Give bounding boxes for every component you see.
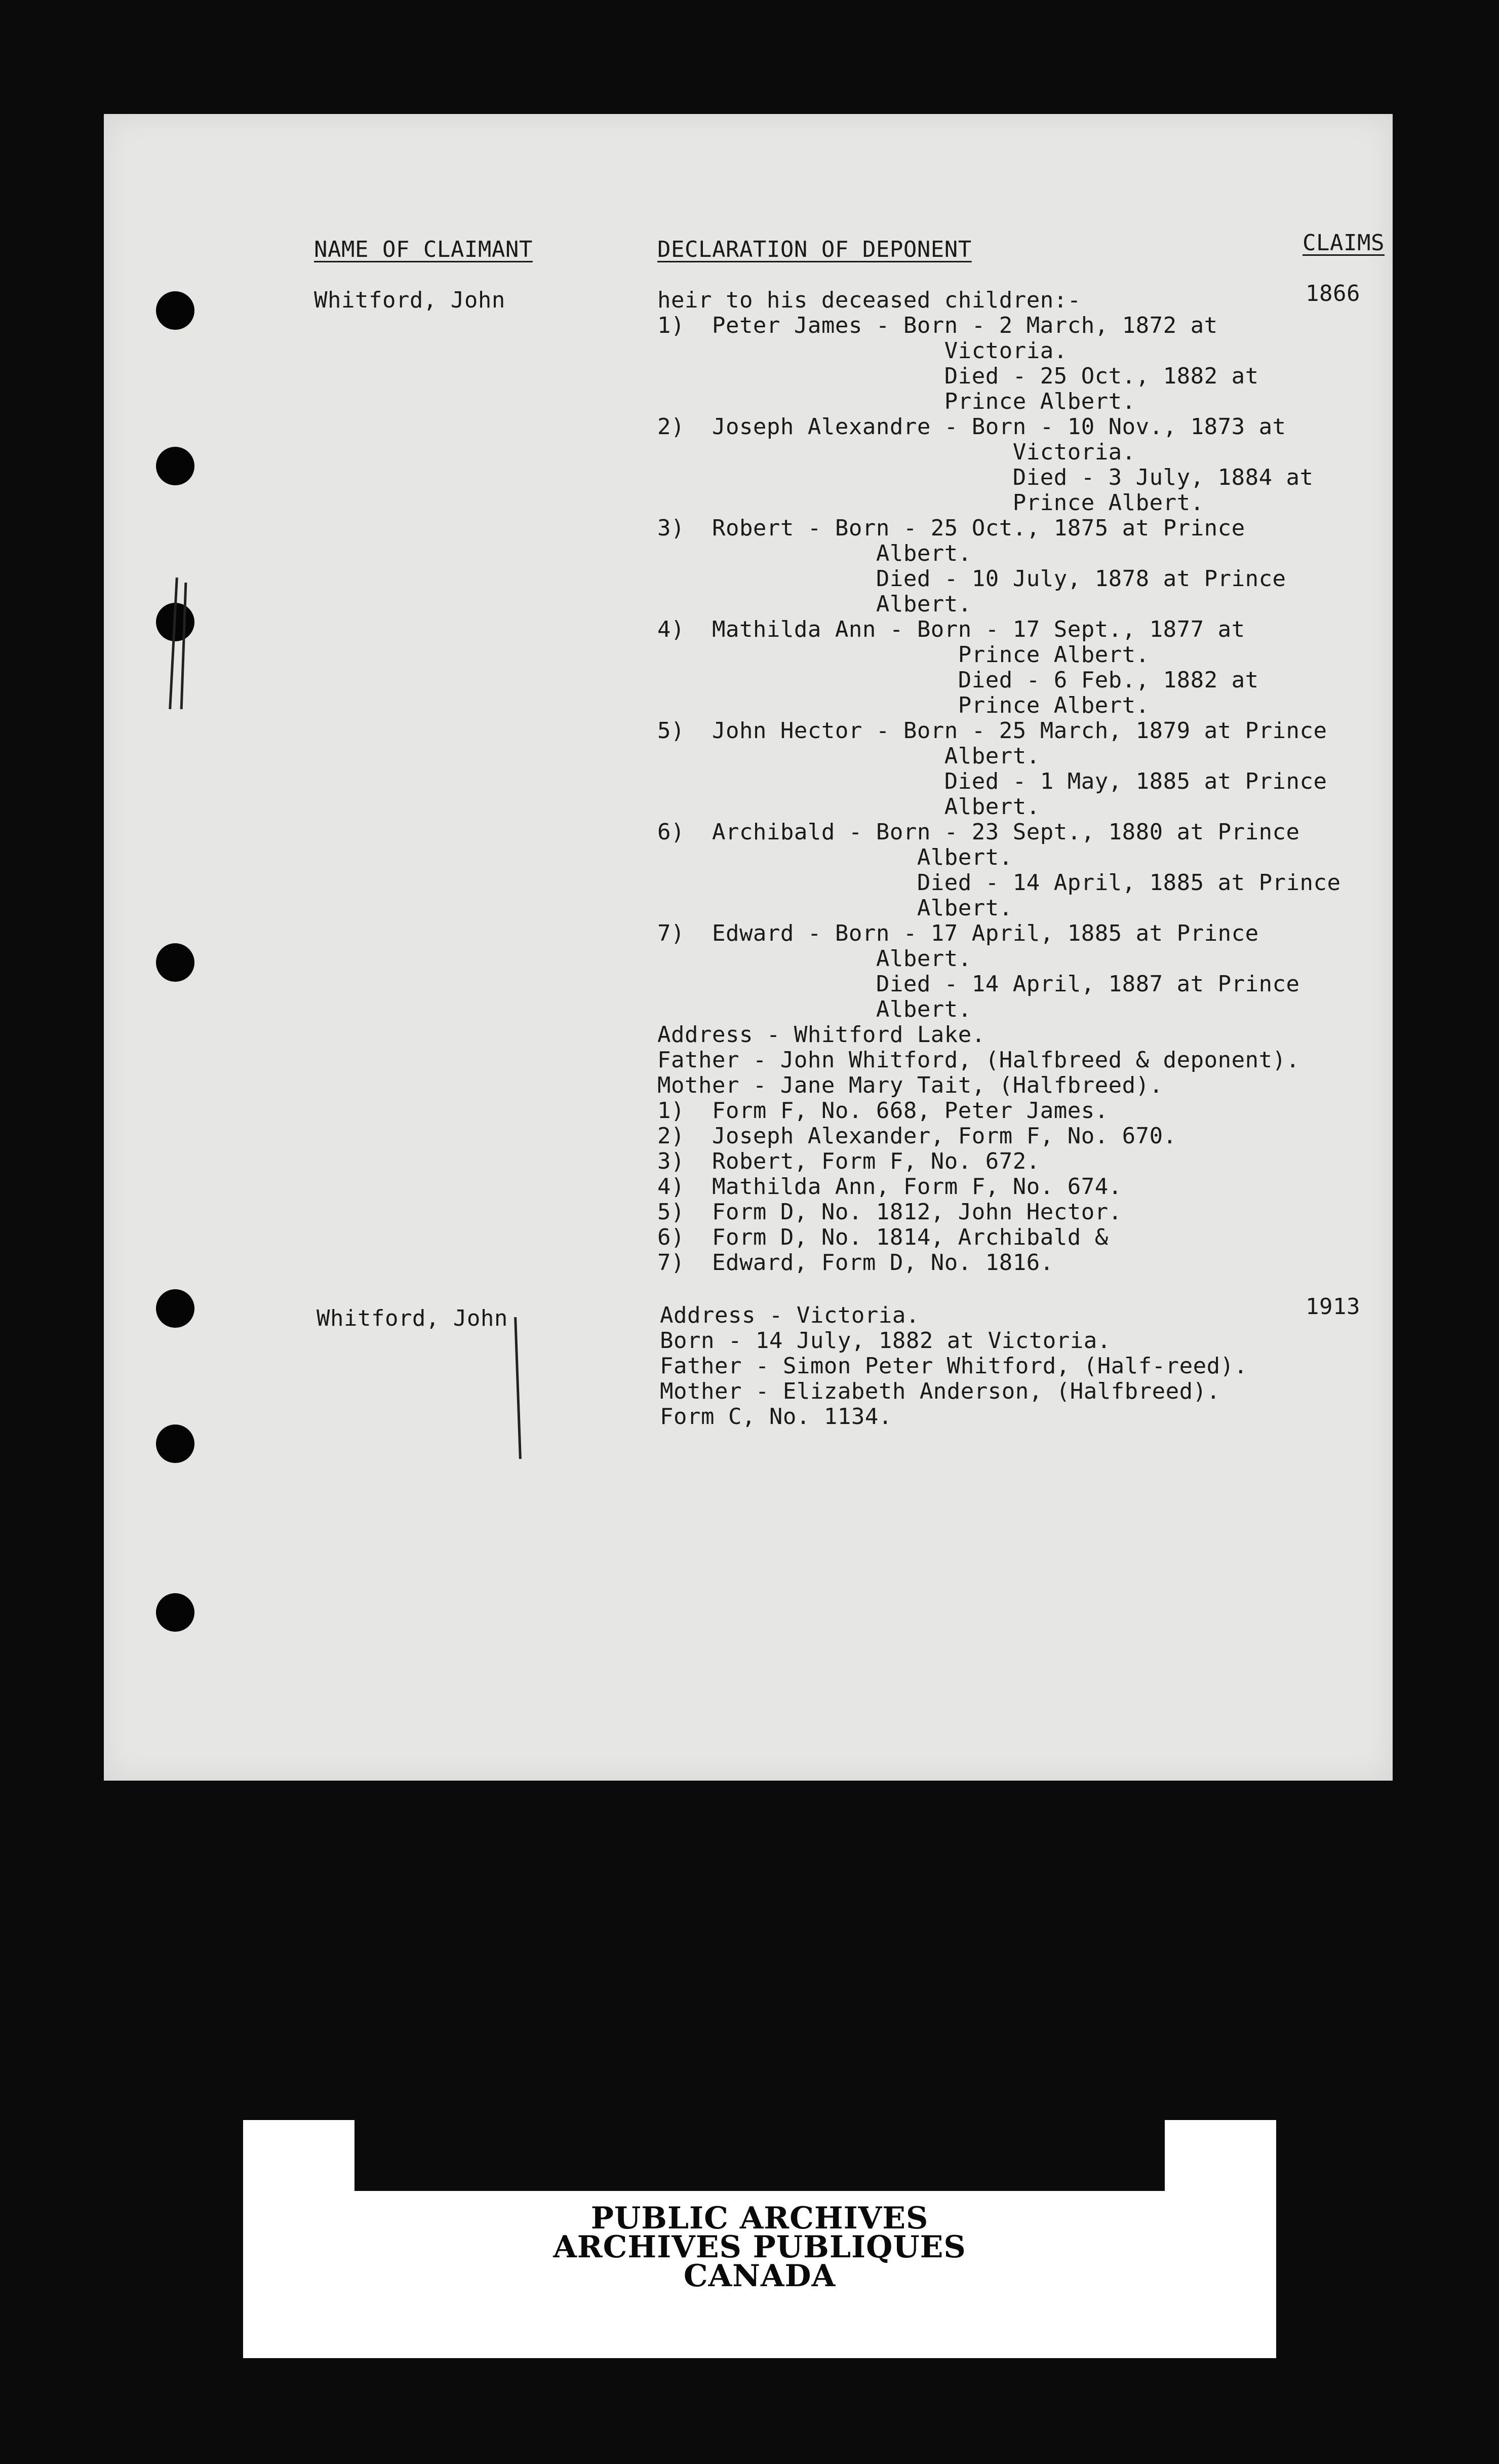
header-claims: CLAIMS xyxy=(1303,230,1385,256)
declaration-line: Victoria. xyxy=(657,338,1068,364)
declaration-line: Albert. xyxy=(657,895,1013,921)
declaration-line: Prince Albert. xyxy=(657,389,1136,414)
declaration-line: Mother - Elizabeth Anderson, (Halfbreed). xyxy=(660,1378,1220,1404)
declaration-line: 1) Form F, No. 668, Peter James. xyxy=(657,1098,1109,1124)
declaration-line: 2) Joseph Alexandre - Born - 10 Nov., 1873 at xyxy=(657,414,1286,440)
declaration-line: Died - 1 May, 1885 at Prince xyxy=(657,768,1327,794)
punch-hole xyxy=(156,1593,194,1632)
declaration-line: 7) Edward - Born - 17 April, 1885 at Prince xyxy=(657,920,1259,946)
declaration-line: Died - 10 July, 1878 at Prince xyxy=(657,566,1286,592)
declaration-line: Albert. xyxy=(657,541,972,566)
claimant-name: Whitford, John xyxy=(314,287,505,313)
declaration-line: Albert. xyxy=(657,946,972,972)
declaration-line: heir to his deceased children:- xyxy=(657,287,1081,313)
punch-hole xyxy=(156,447,194,485)
declaration-line: 1) Peter James - Born - 2 March, 1872 at xyxy=(657,313,1218,338)
declaration-line: Prince Albert. xyxy=(657,692,1150,718)
declaration-line: Father - John Whitford, (Halfbreed & deponent). xyxy=(657,1047,1300,1073)
header-name-of-claimant: NAME OF CLAIMANT xyxy=(314,237,533,262)
declaration-line: Address - Whitford Lake. xyxy=(657,1022,985,1048)
declaration-text xyxy=(657,288,1341,1276)
declaration-line: 6) Form D, No. 1814, Archibald & xyxy=(657,1224,1109,1250)
declaration-line: 4) Mathilda Ann - Born - 17 Sept., 1877 at xyxy=(657,617,1245,642)
declaration-line: Address - Victoria. xyxy=(660,1302,920,1328)
declaration-line: Born - 14 July, 1882 at Victoria. xyxy=(660,1328,1111,1354)
declaration-text xyxy=(660,1303,1248,1430)
declaration-line: Albert. xyxy=(657,794,1040,820)
declaration-line: Albert. xyxy=(657,743,1040,769)
archive-label-notch xyxy=(354,2120,1165,2191)
archive-stamp-line3: CANADA xyxy=(683,2258,836,2294)
claimant-name: Whitford, John xyxy=(317,1305,508,1331)
declaration-line: 3) Robert - Born - 25 Oct., 1875 at Prince xyxy=(657,515,1245,541)
punch-hole xyxy=(156,291,194,330)
declaration-line: Albert. xyxy=(657,844,1013,870)
declaration-line: Died - 25 Oct., 1882 at xyxy=(657,363,1259,389)
punch-hole xyxy=(156,1424,194,1463)
declaration-line: Prince Albert. xyxy=(657,642,1150,668)
declaration-line: 6) Archibald - Born - 23 Sept., 1880 at Prince xyxy=(657,819,1300,845)
punch-hole xyxy=(156,943,194,982)
header-declaration-of-deponent: DECLARATION OF DEPONENT xyxy=(657,237,972,262)
declaration-line: Died - 14 April, 1887 at Prince xyxy=(657,971,1300,997)
archive-stamp-line2: ARCHIVES PUBLIQUES xyxy=(553,2229,966,2265)
declaration-line: Father - Simon Peter Whitford, (Half-reed). xyxy=(660,1353,1248,1379)
declaration-line: Died - 6 Feb., 1882 at xyxy=(657,667,1259,693)
declaration-line: 4) Mathilda Ann, Form F, No. 674. xyxy=(657,1174,1122,1200)
declaration-line: Albert. xyxy=(657,996,972,1022)
declaration-line: Mother - Jane Mary Tait, (Halfbreed). xyxy=(657,1072,1163,1098)
declaration-line: 7) Edward, Form D, No. 1816. xyxy=(657,1250,1054,1276)
claim-number: 1913 xyxy=(1306,1294,1360,1320)
declaration-line: Form C, No. 1134. xyxy=(660,1404,892,1430)
declaration-line: 5) Form D, No. 1812, John Hector. xyxy=(657,1199,1122,1225)
declaration-line: 2) Joseph Alexander, Form F, No. 670. xyxy=(657,1123,1177,1149)
archive-stamp-line1: PUBLIC ARCHIVES xyxy=(590,2201,929,2236)
declaration-line: Died - 3 July, 1884 at xyxy=(657,465,1314,490)
punch-hole xyxy=(156,1289,194,1328)
declaration-line: 3) Robert, Form F, No. 672. xyxy=(657,1148,1040,1174)
declaration-line: Prince Albert. xyxy=(657,490,1204,516)
declaration-line: 5) John Hector - Born - 25 March, 1879 at Prince xyxy=(657,718,1327,744)
declaration-line: Victoria. xyxy=(657,439,1136,465)
declaration-line: Albert. xyxy=(657,591,972,617)
claim-number: 1866 xyxy=(1306,281,1360,306)
declaration-line: Died - 14 April, 1885 at Prince xyxy=(657,870,1341,896)
